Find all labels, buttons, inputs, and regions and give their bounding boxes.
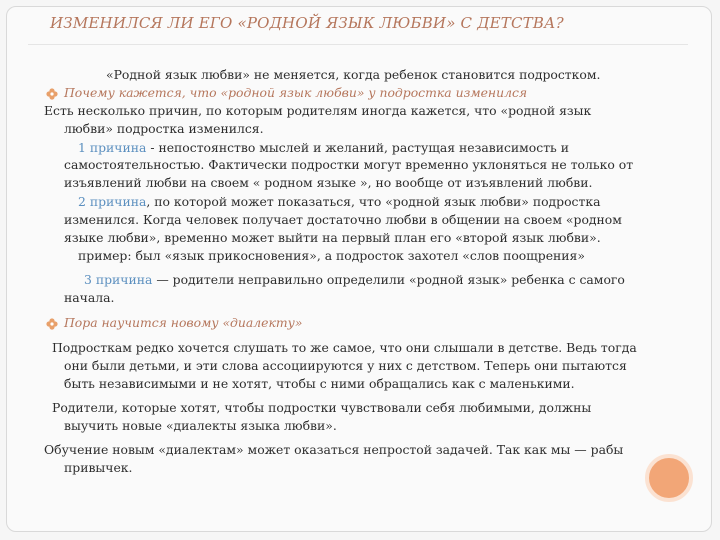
reason-3-text: — родители неправильно определили «родной язык» ребенка с самого [152,272,625,287]
decorative-circle [645,454,693,502]
reason-1-line-1 [78,140,569,156]
paragraph-reasons-line-1: Есть несколько причин, по которым родителям иногда кажется, что «родной язык [44,103,592,118]
paragraph-learning-line-1: Обучение новым «диалектам» может оказаться непростой задачей. Так как мы — рабы [44,442,624,457]
reason-2-line-3: языке любви», временно может выйти на первый план его «второй язык любви». [64,230,601,245]
reason-2-text: , по которой может показаться, что «родной язык любви» подростка [146,194,601,209]
reason-2-line-2: изменился. Когда человек получает достаточно любви в общении на своем «родном [64,212,622,227]
reason-1-label: 1 причина [78,140,147,155]
reason-2-label: 2 причина [78,194,147,209]
paragraph-learning-line-2: привычек. [64,460,133,475]
paragraph-parents-line-2: выучить новые «диалекты языка любви». [64,418,337,433]
reason-2-line-4: пример: был «язык прикосновения», а подросток захотел «слов поощрения» [78,248,585,263]
slide-title: ИЗМЕНИЛСЯ ЛИ ЕГО «РОДНОЙ ЯЗЫК ЛЮБВИ» С ДЕТСТВА? [50,14,564,32]
paragraph-reasons-line-2: любви» подростка изменился. [64,121,264,136]
reason-3-line-1 [84,272,625,288]
paragraph-teens-line-3: быть независимыми и не хотят, чтобы с ними обращались как с маленькими. [64,376,575,391]
reason-3-line-2: начала. [64,290,115,305]
bullet-heading-dialect: Пора научится новому «диалекту» [64,315,303,330]
reason-2-line-1 [78,194,601,210]
bullet-heading-why: Почему кажется, что «родной язык любви» у подростка изменился [64,85,528,100]
reason-1-line-2: самостоятельностью. Фактически подростки могут временно уклоняться не только от [64,157,634,172]
reason-1-text: - непостоянство мыслей и желаний, растущая независимость и [146,140,569,155]
paragraph-teens-line-1: Подросткам редко хочется слушать то же самое, что они слышали в детстве. Ведь тогда [52,340,637,355]
reason-3-label: 3 причина [84,272,153,287]
flower-bullet-icon [46,318,58,330]
paragraph-teens-line-2: они были детьми, и эти слова ассоциируются у них с детством. Теперь они пытаются [64,358,627,373]
intro-text: «Родной язык любви» не меняется, когда ребенок становится подростком. [106,67,601,82]
flower-bullet-icon [46,88,58,100]
paragraph-parents-line-1: Родители, которые хотят, чтобы подростки чувствовали себя любимыми, должны [52,400,592,415]
reason-1-line-3: изъявлений любви на своем « родном языке », но вообще от изъявлений любви. [64,175,593,190]
